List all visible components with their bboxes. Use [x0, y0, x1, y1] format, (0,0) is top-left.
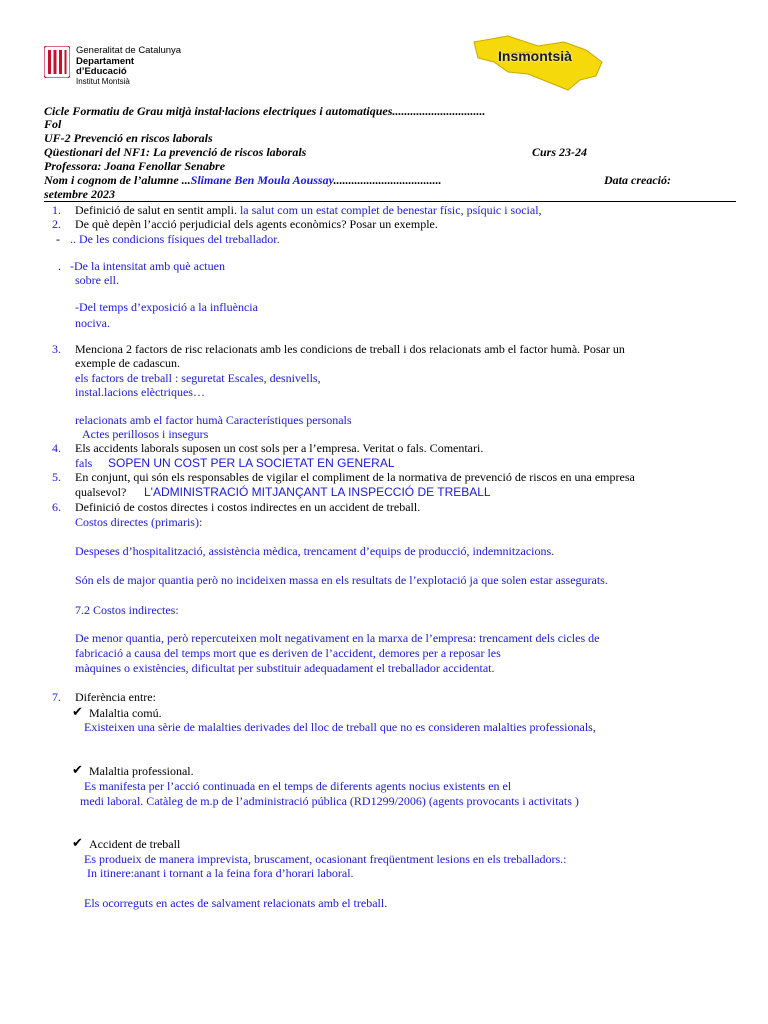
- q3-answer-4: Actes perillosos i insegurs: [82, 427, 209, 441]
- logo-title: Insmontsià: [498, 48, 572, 64]
- header-date-value: setembre 2023: [44, 187, 115, 201]
- q7-number: 7.: [52, 690, 61, 704]
- q6-answer-4: 7.2 Costos indirectes:: [75, 603, 179, 617]
- catalan-flag-icon: [44, 46, 70, 78]
- q7-item-2-answer-2: medi laboral. Catàleg de m.p de l’administració pública (RD1299/2006) (agents provocants i activitats ): [80, 794, 579, 808]
- q3-number: 3.: [52, 342, 61, 356]
- q2-answer-2: -De la intensitat amb què actuen: [70, 259, 225, 273]
- q6-answer-1: Costos directes (primaris):: [75, 515, 203, 529]
- logo-line-3: d’Educació: [76, 66, 127, 77]
- q6-answer-6: fabricació a causa del temps mort que es deriven de l’accident, demores per a reposar les: [75, 646, 501, 660]
- q7-item-3-answer-3: Els ocorreguts en actes de salvament relacionats amb el treball.: [84, 896, 388, 910]
- q3-answer-1: els factors de treball : seguretat Escales, desnivells,: [75, 371, 321, 385]
- q2-bullet-1: -: [56, 232, 60, 246]
- q6-question: Definició de costos directes i costos indirectes en un accident de treball.: [75, 500, 421, 514]
- q7-item-1-answer: Existeixen una sèrie de malalties derivades del lloc de treball que no es consideren malalties professionals,: [84, 720, 596, 734]
- q2-answer-3: sobre ell.: [75, 273, 119, 287]
- q6-answer-3: Són els de major quantia però no incideixen massa en els resultats de l’explotació ja que solen estar assegurats.: [75, 573, 608, 587]
- q7-item-2-title: Malaltia professional.: [89, 764, 194, 778]
- q3-question-2: exemple de cadascun.: [75, 356, 180, 370]
- generalitat-logo: [44, 44, 184, 86]
- q6-answer-7: màquines o existències, dificultat per substituir adequadament el treballador accidentat.: [75, 661, 495, 675]
- q5-question-1: En conjunt, qui són els responsables de vigilar el compliment de la normativa de prevenció de riscos en una empresa: [75, 470, 635, 484]
- header-teacher: Professora: Joana Fenollar Senabre: [44, 159, 226, 173]
- header-date-label: Data creació:: [604, 173, 671, 187]
- q5-question-2: qualsevol?: [75, 485, 127, 499]
- q4-answer: SOPEN UN COST PER LA SOCIETAT EN GENERAL: [108, 456, 395, 470]
- student-name-value: Slimane Ben Moula Aoussay: [190, 173, 334, 187]
- header-cycle: Cicle Formatiu de Grau mitjà instal·lacions electriques i automatiques...............................: [44, 104, 486, 118]
- student-name-label: Nom i cognom de l’alumne ...: [44, 173, 191, 187]
- q1-answer: la salut com un estat complet de benestar físic, psíquic i social,: [239, 203, 542, 217]
- header-course: Curs 23-24: [532, 145, 588, 159]
- q2-bullet-2: .: [58, 259, 61, 273]
- insmontsia-logo: [468, 32, 608, 92]
- q2-answer-5: nociva.: [75, 316, 110, 330]
- logo-line-1: Generalitat de Catalunya: [76, 45, 182, 56]
- q6-answer-2: Despeses d’hospitalització, assistència mèdica, trencament d’equips de producció, indemnitzacions.: [75, 544, 555, 558]
- header-questionnaire: Qüestionari del NF1: La prevenció de riscos laborals: [44, 145, 307, 159]
- q7-question: Diferència entre:: [75, 690, 156, 704]
- q1-question: Definició de salut en sentit ampli.: [75, 203, 237, 217]
- logo-line-4: Institut Montsià: [76, 77, 130, 86]
- q4-number: 4.: [52, 441, 61, 455]
- q4-question: Els accidents laborals suposen un cost sols per a l’empresa. Veritat o fals. Comentari.: [75, 441, 484, 455]
- q7-item-3-title: Accident de treball: [89, 837, 181, 851]
- q3-answer-2: instal.lacions elèctriques…: [75, 385, 205, 399]
- q3-answer-3: relacionats amb el factor humà Característiques personals: [75, 413, 352, 427]
- q6-number: 6.: [52, 500, 61, 514]
- check-icon: ✔: [72, 763, 83, 778]
- student-name-dots: ....................................: [333, 173, 442, 187]
- q5-number: 5.: [52, 470, 61, 484]
- q2-answer-4: -Del temps d’exposició a la influència: [75, 300, 258, 314]
- header-divider: [44, 201, 736, 202]
- q2-number: 2.: [52, 217, 61, 231]
- q3-question-1: Menciona 2 factors de risc relacionats amb les condicions de treball i dos relacionats amb el factor humà. Posar un: [75, 342, 625, 356]
- header-unit: UF-2 Prevenció en riscos laborals: [44, 131, 213, 145]
- q2-answer-1: .. De les condicions físiques del treballador.: [70, 232, 280, 246]
- q6-answer-5: De menor quantia, però repercuteixen molt negativament en la marxa de l’empresa: trencament dels cicles de: [75, 631, 600, 645]
- q1-line: [75, 203, 542, 217]
- q5-answer: L'ADMINISTRACIÓ MITJANÇANT LA INSPECCIÓ DE TREBALL: [144, 485, 491, 499]
- header-student-name: [44, 173, 441, 187]
- logo-line-2: Departament: [76, 56, 135, 67]
- q4-answer-short: fals: [75, 456, 93, 470]
- q7-item-1-title: Malaltia comú.: [89, 706, 162, 720]
- q1-number: 1.: [52, 203, 61, 217]
- header-subject: Fol: [44, 117, 62, 131]
- check-icon: ✔: [72, 836, 83, 851]
- check-icon: ✔: [72, 705, 83, 720]
- q7-item-2-answer-1: Es manifesta per l’acció continuada en el temps de diferents agents nocius existents en el: [84, 779, 512, 793]
- q7-item-3-answer-2: In itinere:anant i tornant a la feina fora d’horari laboral.: [87, 866, 354, 880]
- q2-question: De què depèn l’acció perjudicial dels agents econòmics? Posar un exemple.: [75, 217, 438, 231]
- q7-item-3-answer-1: Es produeix de manera imprevista, bruscament, ocasionant freqüentment lesions en els treballadors.:: [84, 852, 567, 866]
